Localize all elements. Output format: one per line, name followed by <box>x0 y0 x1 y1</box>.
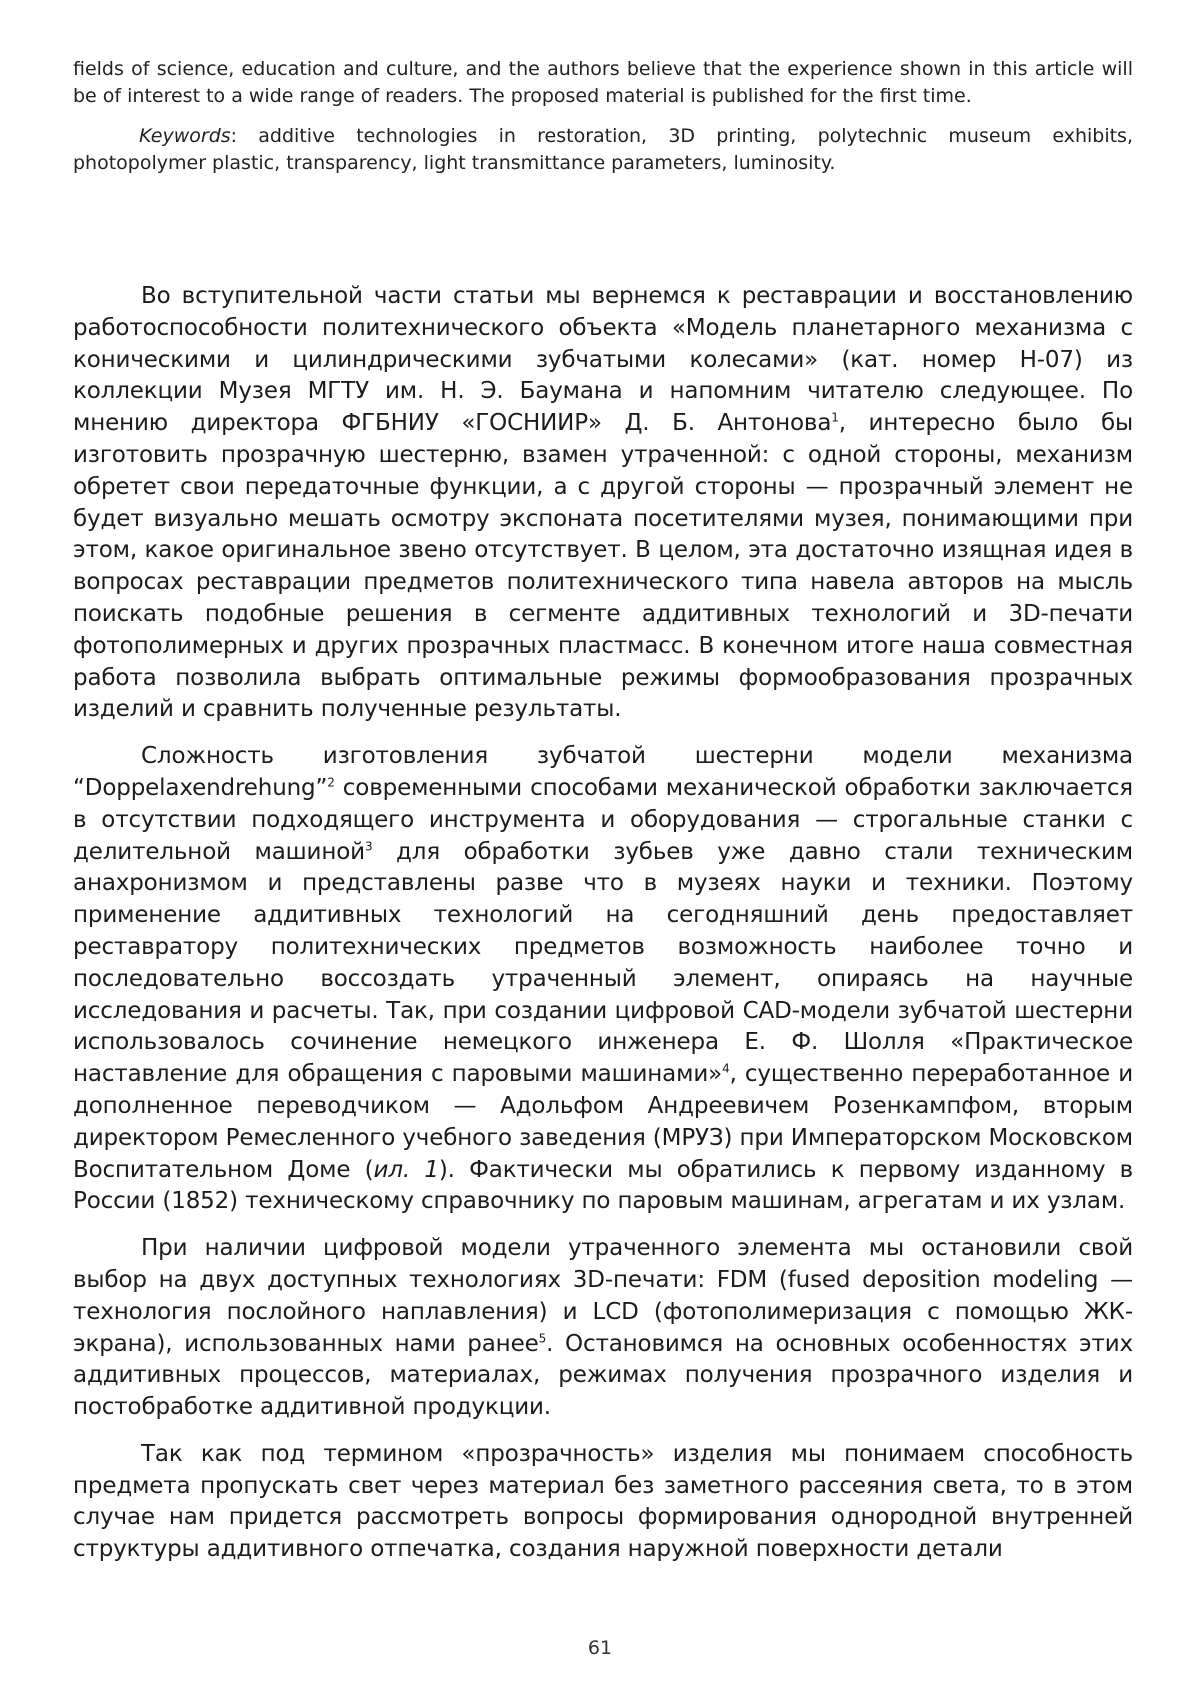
article-body <box>73 281 1133 1566</box>
paragraph-2-text-c: для обработки зубьев уже давно стали техническим анахронизмом и представлены разве что в музеях науки и техники. Поэтому применение аддитивных технологий на сегодняшний день предоставляет реставратору политехнических предметов возможность наиболее точно и последовательно воссоздать утраченный элемент, опираясь на научные исследования и расчеты. Так, при создании цифровой CAD-модели зубчатой шестерни использовалось сочинение немецкого инженера Е. Ф. Шолля «Практическое наставление для обращения с паровыми машинами» <box>73 838 1133 1088</box>
keywords-label: Keywords <box>139 125 231 147</box>
paragraph-1-text-b: , интересно было бы изготовить прозрачную шестерню, взамен утраченной: с одной стороны, механизм обретет свои передаточные функции, а с другой стороны — прозрачный элемент не будет визуально мешать осмотру экспоната посетителями музея, понимающими при этом, какое оригинальное звено отсутствует. В целом, эта достаточно изящная идея в вопросах реставрации предметов политехнического типа навела авторов на мысль поискать подобные решения в сегменте аддитивных технологий и 3D-печати фотополимерных и других прозрачных пластмасс. В конечном итоге наша совместная работа позволила выбрать оптимальные режимы формообразования прозрачных изделий и сравнить полученные результаты. <box>73 410 1133 723</box>
paragraph-1 <box>73 281 1133 726</box>
paragraph-2-text-a: Сложность изготовления зубчатой шестерни модели механизма “Doppelaxendrehung” <box>73 743 1133 801</box>
paragraph-4: Так как под термином «прозрачность» изделия мы понимаем способность предмета пропускать свет через материал без заметного рассеяния света, то в этом случае нам придется рассмотреть вопросы формирования однородной внутренней структуры аддитивного отпечатка, создания наружной поверхности детали <box>73 1440 1133 1563</box>
footnote-ref-2[interactable]: 2 <box>327 775 335 790</box>
footnote-ref-5[interactable]: 5 <box>538 1330 547 1345</box>
paragraph-3 <box>73 1233 1133 1424</box>
keywords-text: : additive technologies in restoration, 3D printing, polytechnic museum exhibits, photopolymer plastic, transparency, light transmittance parameters, luminosity. <box>73 125 1133 174</box>
paragraph-3-text-b: . Остановимся на основных особенностях этих аддитивных процессов, материалах, режимах получения прозрачного изделия и постобработке аддитивной продукции. <box>73 1330 1133 1421</box>
page-content <box>73 56 1133 1581</box>
keywords <box>73 123 1133 177</box>
paragraph-2-text-b: современными способами механической обработки заключается в отсутствии подходящего инструмента и оборудования — строгальные станки с делительной машиной <box>73 774 1133 865</box>
abstract-tail: fields of science, education and culture, and the authors believe that the experience shown in this article will be of interest to a wide range of readers. The proposed material is published for the first time. <box>73 58 1133 107</box>
paragraph-2 <box>73 741 1133 1218</box>
paragraph-1-text-a: Во вступительной части статьи мы вернемся к реставрации и восстановлению работоспособности политехнического объекта «Модель планетарного механизма с коническими и цилиндрическими зубчатыми колесами» (кат. номер Н-07) из коллекции Музея МГТУ им. Н. Э. Баумана и напомним читателю следующее. По мнению директора ФГБНИУ «ГОСНИИР» Д. Б. Антонова <box>73 283 1133 437</box>
paragraph-2-text-e: ). Фактически мы обратились к первому изданному в России (1852) техническому справочнику по паровым машинам, агрегатам и их узлам. <box>73 1156 1134 1215</box>
paragraph-2-text-d: , существенно переработанное и дополненное переводчиком — Адольфом Андреевичем Розенкампфом, вторым директором Ремесленного учебного заведения (МРУЗ) при Императорском Московском Воспитательном Доме ( <box>73 1061 1134 1183</box>
footnote-ref-1[interactable]: 1 <box>831 410 839 425</box>
footnote-ref-4[interactable]: 4 <box>722 1061 730 1076</box>
figure-reference[interactable]: ил. 1 <box>373 1156 439 1183</box>
paragraph-3-text-a: При наличии цифровой модели утраченного элемента мы остановили свой выбор на двух доступных технологиях 3D-печати: FDM (fused deposition modeling — технология послойного наплавления) и LCD (фотополимеризация с помощью ЖК-экрана), использованных нами ранее <box>73 1235 1133 1357</box>
footnote-ref-3[interactable]: 3 <box>364 838 373 853</box>
page-number: 61 <box>587 1637 613 1659</box>
